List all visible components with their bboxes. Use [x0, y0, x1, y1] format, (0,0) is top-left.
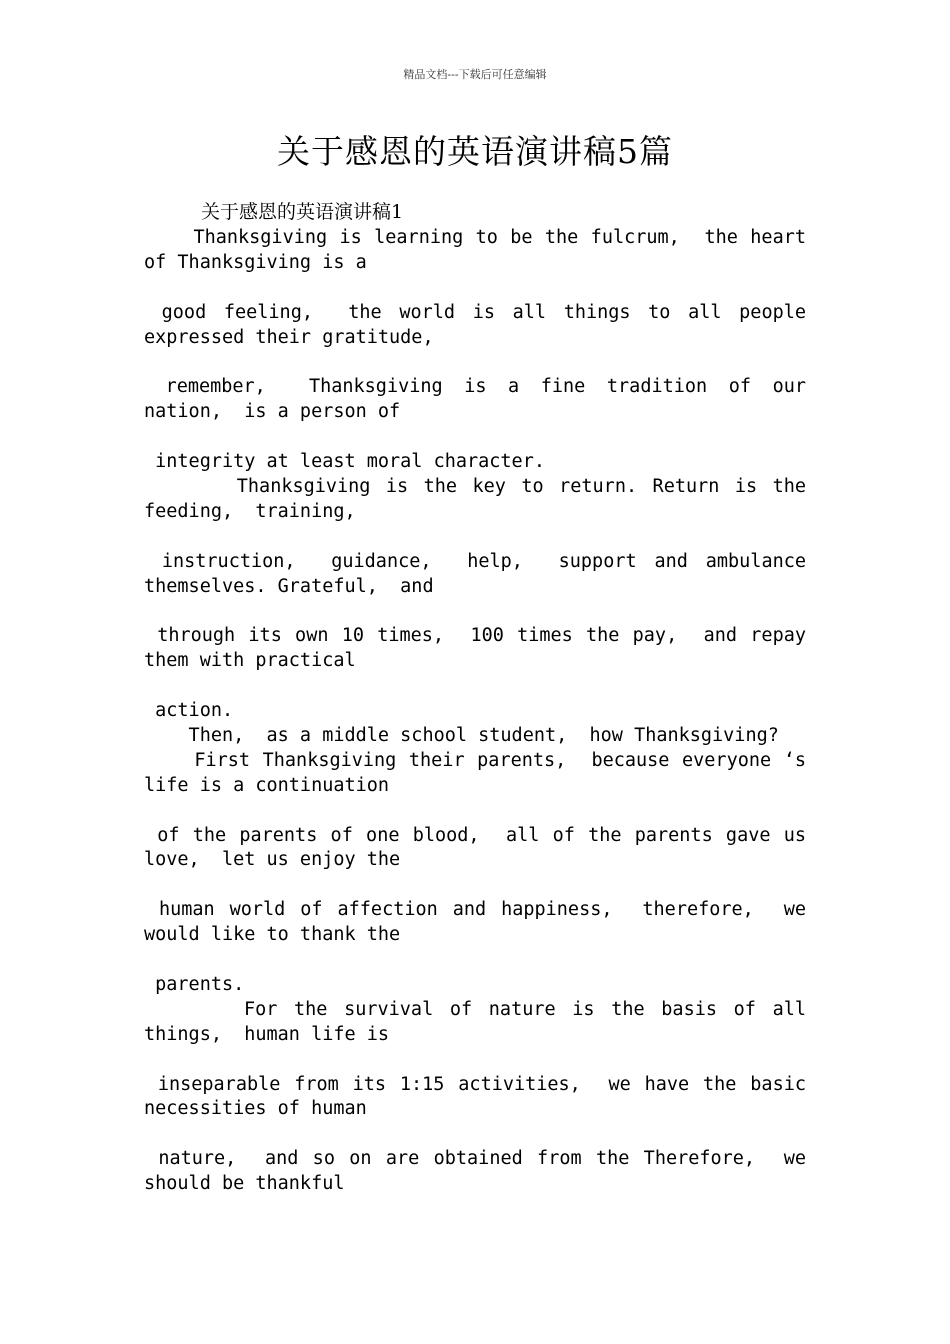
- paragraph-line: inseparable from its 1:15 activities, we have the basic: [144, 1073, 806, 1095]
- paragraph-line: nature, and so on are obtained from the Therefore, we: [144, 1148, 806, 1170]
- paragraph-line: integrity at least moral character.: [144, 451, 545, 472]
- paragraph-line: should be thankful: [144, 1173, 345, 1195]
- paragraph-line: instruction, guidance, help, support and ambulance: [144, 550, 806, 572]
- paragraph-line: First Thanksgiving their parents, because everyone ‘s: [144, 749, 806, 771]
- paragraph-line: [144, 275, 806, 300]
- paragraph-line: action.: [144, 700, 234, 721]
- paragraph-line: [144, 424, 806, 449]
- paragraph-line: through its own 10 times, 100 times the pay, and repay: [144, 625, 806, 647]
- paragraph-line: themselves. Grateful, and: [144, 575, 434, 597]
- paragraph-line: [144, 673, 806, 698]
- paragraph-line: feeding, training,: [144, 500, 356, 522]
- paragraph-line: [144, 598, 806, 623]
- page-header: 精品文档---下载后可任意编辑: [403, 68, 547, 81]
- paragraph-line: [144, 947, 806, 972]
- paragraph-line: Then, as a middle school student, how Thanksgiving?: [144, 724, 779, 746]
- paragraph-line: parents.: [144, 973, 245, 995]
- paragraph-line: human world of affection and happiness, therefore, we: [144, 899, 806, 921]
- paragraph-line: of the parents of one blood, all of the parents gave us: [144, 824, 806, 846]
- paragraph-line: necessities of human: [144, 1098, 367, 1120]
- paragraph-line: nation, is a person of: [144, 401, 401, 423]
- paragraph-line: [144, 1047, 806, 1072]
- paragraph-line: [144, 1121, 806, 1146]
- paragraph-line: expressed their gratitude,: [144, 326, 434, 348]
- paragraph-line: things, human life is: [144, 1023, 390, 1045]
- paragraph-line: good feeling, the world is all things to all people: [144, 301, 806, 323]
- paragraph-line: of Thanksgiving is a: [144, 251, 367, 273]
- document-title: 关于感恩的英语演讲稿5篇: [277, 132, 673, 171]
- paragraph-line: them with practical: [144, 650, 356, 672]
- paragraph-line: [144, 872, 806, 897]
- paragraph-line: [144, 798, 806, 823]
- paragraph-line: would like to thank the: [144, 924, 401, 946]
- paragraph-line: Thanksgiving is learning to be the fulcrum, the heart: [144, 226, 806, 248]
- paragraph-line: For the survival of nature is the basis of all: [144, 998, 806, 1020]
- paragraph-line: remember, Thanksgiving is a fine tradition of our: [144, 376, 806, 398]
- paragraph-line: [144, 524, 806, 549]
- paragraph-line: [144, 349, 806, 374]
- paragraph-line: love, let us enjoy the: [144, 849, 401, 871]
- paragraph-line: life is a continuation: [144, 774, 390, 796]
- section-heading: 关于感恩的英语演讲稿1: [201, 201, 404, 223]
- paragraph-line: Thanksgiving is the key to return. Return is the: [144, 475, 806, 497]
